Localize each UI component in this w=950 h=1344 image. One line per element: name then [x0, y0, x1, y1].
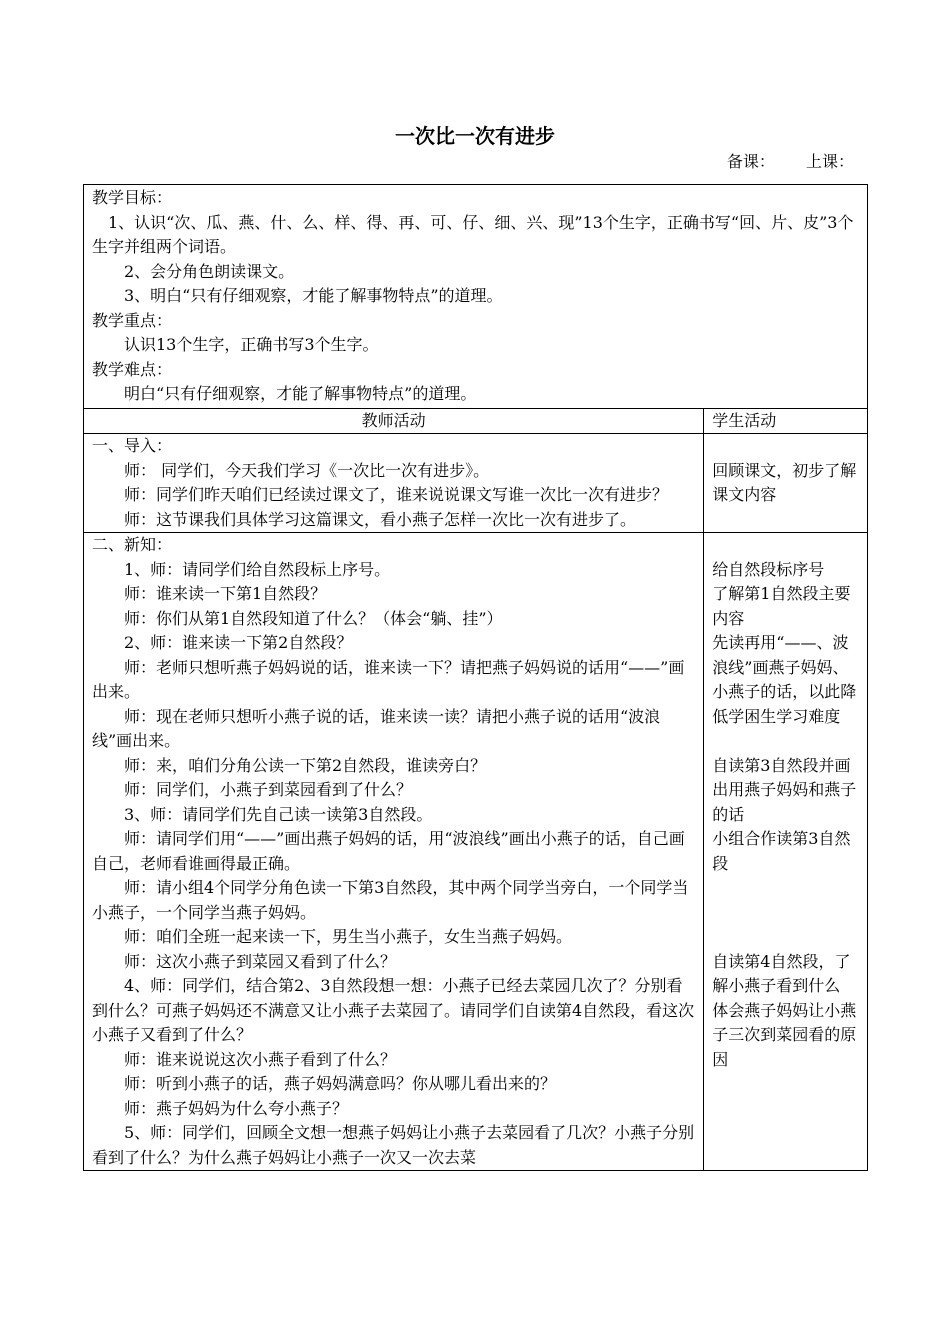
teacher-line: 师：你们从第1自然段知道了什么？（体会“躺、挂”） — [124, 608, 503, 628]
student-activity: 小组合作读第3自然段 — [712, 829, 851, 873]
teacher-line: 师：现在老师只想听小燕子说的话，谁来读一读？请把小燕子说的话用“波浪线”画出来。 — [92, 706, 661, 750]
teacher-line: 师： 同学们，今天我们学习《一次比一次有进步》。 — [124, 460, 490, 480]
teacher-line: 师：谁来说说这次小燕子看到了什么？ — [124, 1049, 397, 1069]
teacher-line: 师：同学们昨天咱们已经读过课文了，谁来说说课文写谁一次比一次有进步？ — [124, 485, 669, 504]
teacher-line: 5、师：同学们，回顾全文想一想燕子妈妈让小燕子去菜园看了几次？小燕子分别看到了什么？为什么燕子妈妈让小燕子一次又一次去菜 — [92, 1123, 695, 1167]
teacher-line: 师：来，咱们分角公读一下第2自然段，谁读旁白？ — [124, 755, 487, 775]
student-activity: 体会燕子妈妈让小燕子三次到菜园看的原因 — [712, 1000, 857, 1069]
teacher-line: 4、师：同学们，结合第2、3自然段想一想：小燕子已经去菜园几次了？分别看到什么？可燕子妈妈还不满意又让小燕子去菜园了。请同学们自读第4自然段，看这次小燕子又看到了什么？ — [92, 976, 695, 1044]
objective-item: 3、明白“只有仔细观察，才能了解事物特点”的道理。 — [124, 286, 503, 305]
student-activity: 给自然段标序号 — [712, 559, 825, 579]
student-activity: 先读再用“——、波浪线”画燕子妈妈、小燕子的话，以此降低学困生学习难度 — [712, 633, 857, 726]
teacher-line: 师：听到小燕子的话，燕子妈妈满意吗？你从哪儿看出来的？ — [124, 1074, 557, 1093]
student-activity: 回顾课文，初步了解课文内容 — [712, 460, 857, 504]
objective-item: 2、会分角色朗读课文。 — [124, 261, 295, 281]
lesson-plan-table — [83, 184, 868, 1171]
student-activity: 自读第4自然段，了解小燕子看到什么 — [712, 951, 851, 995]
teacher-line: 师：同学们，小燕子到菜园看到了什么？ — [124, 780, 413, 799]
student-activity: 自读第3自然段并画出用燕子妈妈和燕子的话 — [712, 755, 857, 824]
teacher-line: 师：燕子妈妈为什么夸小燕子？ — [124, 1098, 349, 1118]
document-title: 一次比一次有进步 — [395, 124, 555, 148]
prep-label: 备课： — [726, 152, 775, 171]
teacher-line: 师：这次小燕子到菜园又看到了什么？ — [124, 951, 397, 971]
teacher-line: 1、师：请同学们给自然段标上序号。 — [124, 559, 391, 579]
teacher-column-header: 教师活动 — [84, 408, 704, 434]
lesson-label: 上课： — [805, 152, 854, 171]
key-text: 认识13个生字，正确书写3个生字。 — [124, 335, 379, 354]
teacher-line: 师：这节课我们具体学习这篇课文，看小燕子怎样一次比一次有进步了。 — [124, 509, 637, 529]
difficult-text: 明白“只有仔细观察，才能了解事物特点”的道理。 — [124, 384, 477, 403]
section-intro-row — [84, 434, 868, 533]
teacher-line: 师：咱们全班一起来读一下，男生当小燕子，女生当燕子妈妈。 — [124, 927, 573, 946]
objectives-heading: 教学目标： — [92, 188, 173, 207]
section-heading: 一、导入： — [92, 436, 173, 455]
student-activity: 了解第1自然段主要内容 — [712, 584, 851, 628]
section-new-student — [704, 533, 868, 1171]
lesson-meta — [701, 150, 854, 174]
section-heading: 二、新知： — [92, 535, 173, 554]
teacher-line: 师：老师只想听燕子妈妈说的话，谁来读一下？请把燕子妈妈说的话用“——”画出来。 — [92, 657, 685, 701]
teacher-line: 师：请同学们用“——”画出燕子妈妈的话，用“波浪线”画出小燕子的话，自己画自己，老师看谁画得最正确。 — [92, 829, 685, 873]
section-intro-teacher — [84, 434, 704, 533]
column-header-row — [84, 408, 868, 434]
section-intro-student — [704, 434, 868, 533]
difficult-heading: 教学难点： — [92, 359, 173, 379]
student-column-header: 学生活动 — [704, 408, 868, 434]
teacher-line: 3、师：请同学们先自己读一读第3自然段。 — [124, 804, 433, 824]
objective-item: 1、认识“次、瓜、燕、什、么、样、得、再、可、仔、细、兴、现”13个生字，正确书写“回、片、皮”3个生字并组两个词语。 — [92, 212, 854, 256]
key-heading: 教学重点： — [92, 310, 173, 330]
objectives-cell — [84, 185, 868, 409]
teacher-line: 师：谁来读一下第1自然段？ — [124, 584, 327, 603]
section-new-row — [84, 533, 868, 1171]
teacher-line: 师：请小组4个同学分角色读一下第3自然段，其中两个同学当旁白，一个同学当小燕子，一个同学当燕子妈妈。 — [92, 878, 689, 922]
section-new-teacher — [84, 533, 704, 1171]
objectives-row — [84, 185, 868, 409]
teacher-line: 2、师：谁来读一下第2自然段？ — [124, 633, 353, 652]
